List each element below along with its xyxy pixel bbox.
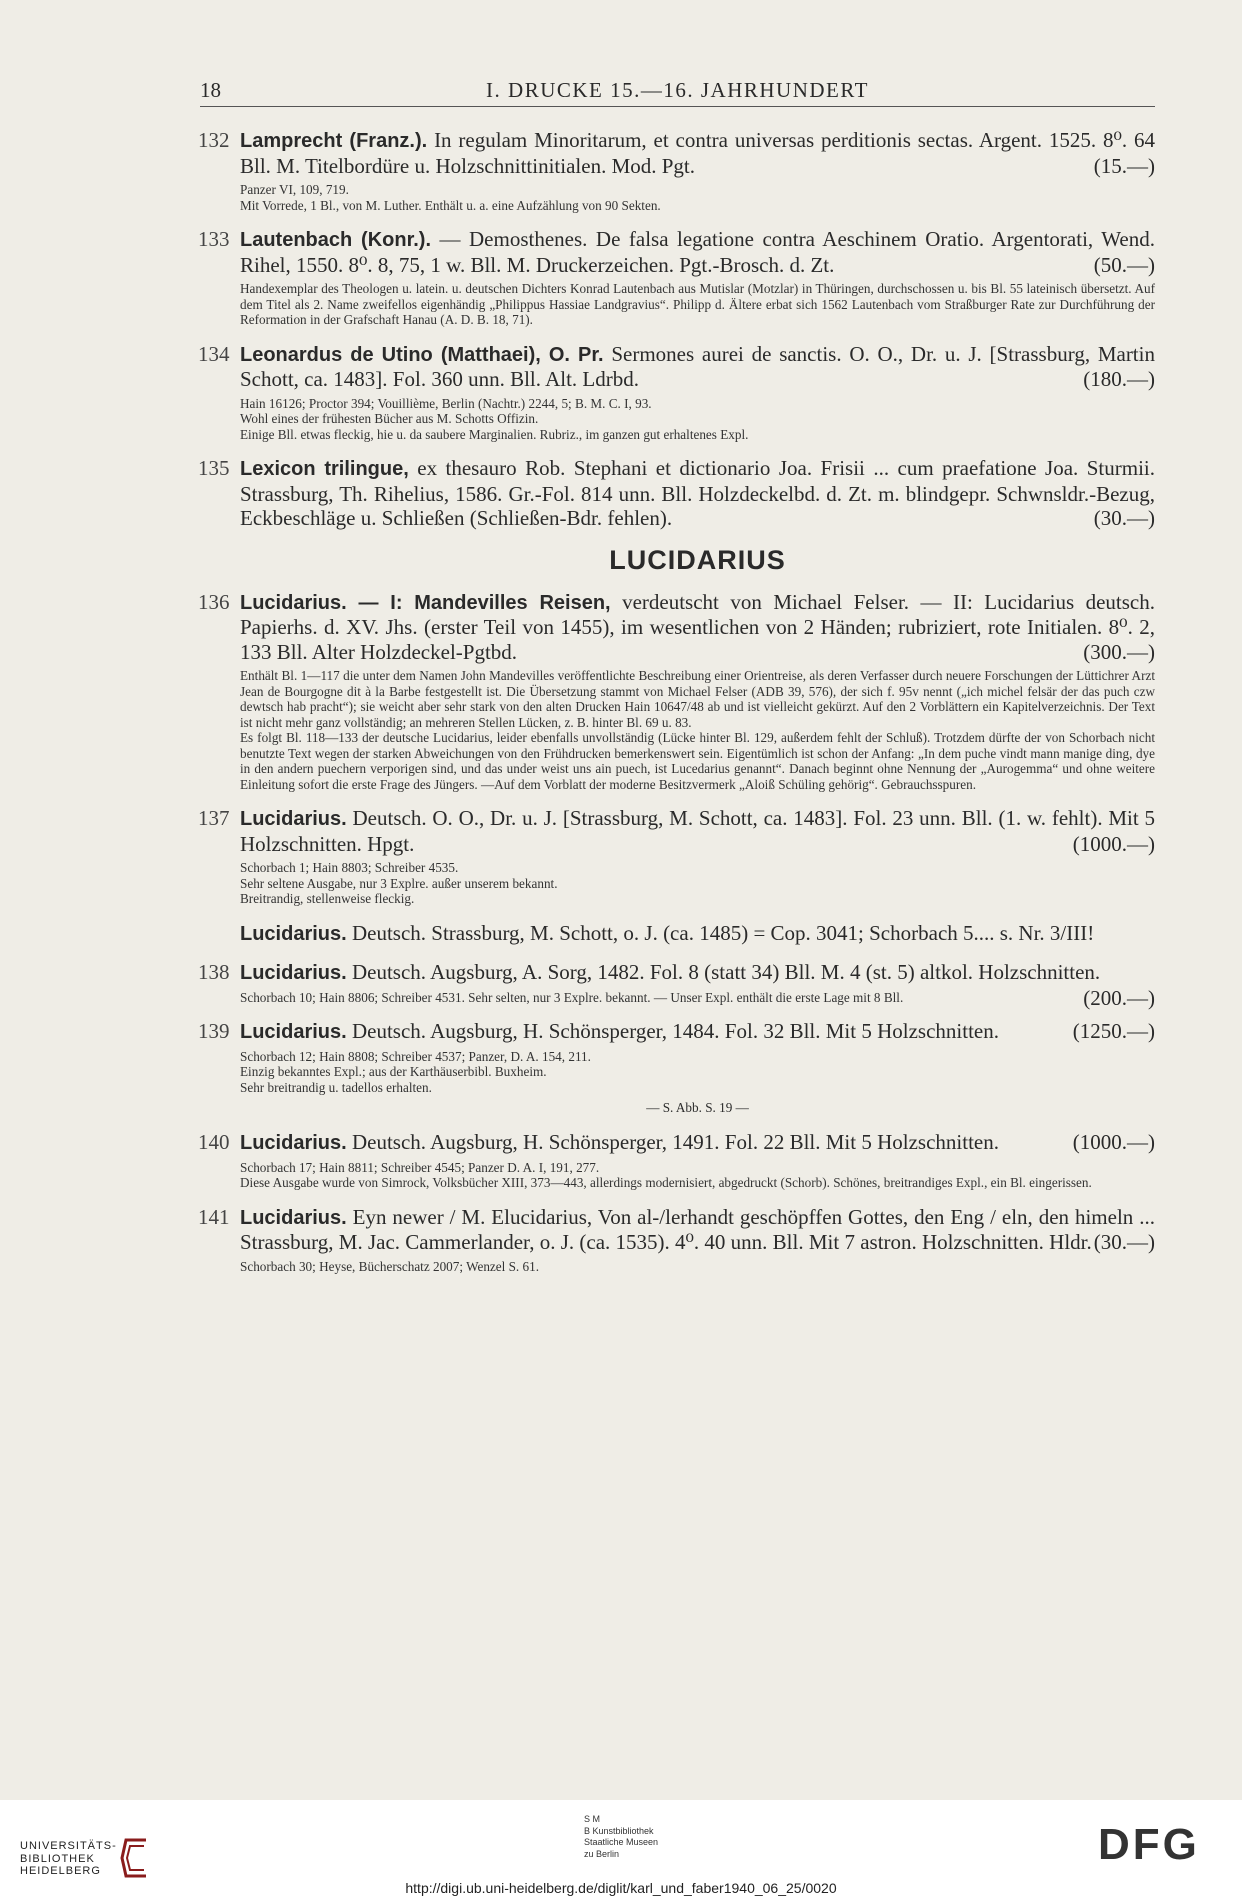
entry-text: Eyn newer / M. Elucidarius, Von al-/lerhandt geschöpffen Gottes, den Eng / eln, den himeln ... Strassburg, M. Jac. Cammerlander, o. J. (ca. 1535). 4⁰. 40 unn. Bll. Mit 7 astron. Holzschnitten. Hldr. [240, 1204, 1155, 1254]
catalog-content [198, 128, 1156, 1288]
kunstbibliothek-logo[interactable]: S M B Kunstbibliothek Staatliche Museen zu Berlin [584, 1814, 659, 1859]
entry-price: (1000.—) [1072, 831, 1155, 856]
page-number: 18 [200, 78, 221, 102]
entry-author: Lucidarius. [240, 1206, 347, 1229]
entry-price: (30.—) [1093, 1230, 1155, 1254]
entry-note: Diese Ausgabe wurde von Simrock, Volksbücher XIII, 373—443, allerdings modernisiert, abgedruckt (Schorb). Schönes, breitrandiges Expl., ein Bl. eingerissen. [240, 1175, 1092, 1190]
entry-price: (1000.—) [1072, 1130, 1155, 1154]
entry-note: Sehr breitrandig u. tadellos erhalten. [240, 1079, 432, 1095]
entry-text: In regulam Minoritarum, et contra universas perditionis sectas. Argent. 1525. 8⁰. 64 Bll. M. Titelbordüre u. Holzschnittinitialen. Mod. Pgt. [240, 128, 1156, 178]
entry-price: (50.—) [1093, 252, 1155, 277]
catalog-entry [240, 921, 1155, 947]
entry-description [240, 227, 1155, 277]
entry-notes [240, 281, 1155, 328]
entry-note: Sehr seltene Ausgabe, nur 3 Explre. außer unserem bekannt. [240, 875, 558, 891]
entry-number: 132 [198, 128, 230, 152]
entry-description [240, 342, 1155, 392]
entry-author: Lucidarius. [240, 1021, 347, 1043]
entry-price: (200.—) [1083, 985, 1155, 1010]
entry-note: Handexemplar des Theologen u. latein. u. deutschen Dichters Konrad Lautenbach aus Mutislar (Motzlar) in Thüringen, durchschossen u. bis Bl. 55 lateinisch übersetzt. Auf dem Titel als 2. Name zweifellos eigenhändig „Philippus Hassiae Landgravius“. Philipp d. Ältere erbat sich 1562 Lautenbach vom Straßburger Rate zur Durchführung der Reformation in der Grafschaft Hanau (A. D. B. 18, 71). [240, 281, 1155, 327]
entry-price: (1250.—) [1072, 1019, 1155, 1043]
entry-notes [240, 990, 1155, 1006]
entry-description [240, 456, 1155, 531]
library-mark-icon [118, 1838, 154, 1878]
entry-price: (30.—) [1093, 506, 1155, 530]
entry-number: 136 [198, 589, 230, 614]
lucidarius-block [198, 589, 1155, 1275]
entry-note: Mit Vorrede, 1 Bl., von M. Luther. Enthält u. a. eine Aufzählung von 90 Sekten. [240, 197, 661, 213]
entry-description [240, 1205, 1155, 1255]
header-title: I. DRUCKE 15.—16. JAHRHUNDERT [486, 78, 869, 102]
entry-number: 140 [198, 1130, 230, 1154]
entry-text: Deutsch. O. O., Dr. u. J. [Strassburg, M. Schott, ca. 1483]. Fol. 23 unn. Bll. (1. w. fehlt). Mit 5 Holzschnitten. Hpgt. [240, 806, 1155, 856]
catalog-entry [198, 128, 1156, 213]
entry-number: 134 [198, 341, 230, 366]
entry-number: 139 [198, 1019, 230, 1043]
entry-text: Deutsch. Augsburg, H. Schönsperger, 1484. Fol. 32 Bll. Mit 5 Holzschnitten. [346, 1019, 999, 1043]
footer [0, 1800, 1242, 1898]
entry-number: 137 [198, 806, 230, 830]
entry-description [240, 1019, 1155, 1045]
catalog-entry [198, 1019, 1155, 1116]
entry-text: Deutsch. Augsburg, A. Sorg, 1482. Fol. 8 (statt 34) Bll. M. 4 (st. 5) altkol. Holzschnitten. [346, 960, 1101, 984]
catalog-entry [198, 960, 1155, 1010]
source-url-link[interactable]: http://digi.ub.uni-heidelberg.de/diglit/karl_und_faber1940_06_25/0020 [405, 1880, 837, 1896]
heidelberg-logo[interactable]: UNIVERSITÄTS- BIBLIOTHEK HEIDELBERG [20, 1840, 117, 1877]
entry-note: Panzer VI, 109, 719. [240, 182, 349, 197]
entry-price: (180.—) [1083, 367, 1155, 391]
entry-text: verdeutscht von Michael Felser. — II: Lucidarius deutsch. Papierhs. d. XV. Jhs. (erster Teil von 1455), im wesentlichen von 2 Händen; rubriziert, rote Initialen. 8⁰. 2, 133 Bll. Alter Holzdeckel-Pgtbd. [240, 589, 1155, 664]
entry-author: Lautenbach (Konr.). [240, 229, 432, 251]
entry-note: Einige Bll. etwas fleckig, hie u. da saubere Marginalien. Rubriz., im ganzen gut erhaltenes Expl. [240, 426, 749, 442]
catalog-entry [198, 227, 1155, 328]
entry-notes [240, 860, 1155, 907]
entry-notes [240, 1049, 1155, 1096]
entry-text: Deutsch. Augsburg, H. Schönsperger, 1491. Fol. 22 Bll. Mit 5 Holzschnitten. [346, 1130, 999, 1154]
entry-price: (300.—) [1083, 639, 1155, 664]
entries-block [198, 128, 1156, 531]
entry-text: Sermones aurei de sanctis. O. O., Dr. u. J. [Strassburg, Martin Schott, ca. 1483]. Fol. 360 unn. Bll. Alt. Ldrbd. [240, 341, 1155, 391]
catalog-entry [198, 589, 1155, 793]
entry-number: 133 [198, 227, 230, 251]
entry-note: Enthält Bl. 1—117 die unter dem Namen John Mandevilles veröffentlichte Beschreibung einer Orientreise, als deren Verfasser durch neuere Forschungen der Lüttichrer Arzt Jean de Bourgogne dit à la Barbe festgestellt ist. Die Übersetzung stammt von Michael Felser (ADB 39, 576), der sich f. 95v nennt („ich michel felsär der das puch czw dewtsch hab pracht“); sie weicht aber sehr stark von den alten Drucken Hain 10647/48 ab und ist vielleicht gekürzt. Auf den 2 Vorblättern ein Kapitelverzeichnis. Der Text ist nicht mehr ganz vollständig; an mehreren Stellen Lücken, z. B. hinter Bl. 69 u. 83. [240, 668, 1155, 730]
entry-note: Schorbach 12; Hain 8808; Schreiber 4537; Panzer, D. A. 154, 211. [240, 1048, 591, 1064]
entry-note: Es folgt Bl. 118—133 der deutsche Lucidarius, leider ebenfalls unvollständig (Lücke hinter Bl. 129, außerdem fehlt der Schluß). Trotzdem dürfte der von Schorbach nicht benutzte Text wegen der starken Abweichungen von den Frühdrucken bemerkenswert sein. Eigentümlich ist schon der Anfang: „In dem puche vindt mann manige ding, dye in den andern puechern verporigen sind, und das under weist uns ain puech, ist Lucedarius genannt“. Danach beginnt ohne Nennung der „Aurogemma“ und ohne weitere Einleitung sofort die erste Frage des Jüngers. —Auf dem Vorblatt der moderne Besitzvermerk „Aloiß Schüling gehörig“. Gebrauchsspuren. [240, 730, 1155, 792]
entry-note: Wohl eines der frühesten Bücher aus M. Schotts Offizin. [240, 411, 539, 426]
entry-note: Einzig bekanntes Expl.; aus der Karthäuserbibl. Buxheim. [240, 1064, 547, 1079]
entry-description [240, 806, 1155, 856]
entry-author: Lucidarius. [240, 962, 347, 984]
entry-author: Leonardus de Utino (Matthaei), O. Pr. [240, 343, 604, 366]
section-heading: LUCIDARIUS [609, 544, 786, 575]
catalog-entry [198, 1204, 1155, 1275]
catalog-entry [198, 806, 1155, 907]
entry-author: Lucidarius. [240, 1132, 347, 1154]
entry-note: Breitrandig, stellenweise fleckig. [240, 891, 415, 906]
entry-note: Schorbach 1; Hain 8803; Schreiber 4535. [240, 860, 459, 875]
entry-description [240, 590, 1155, 665]
catalog-entry [198, 456, 1156, 531]
entry-note: Schorbach 17; Hain 8811; Schreiber 4545; Panzer D. A. I, 191, 277. [240, 1159, 600, 1175]
catalog-entry [198, 341, 1155, 443]
entry-author: Lucidarius. [240, 922, 347, 945]
entry-author: Lamprecht (Franz.). [240, 130, 428, 152]
entry-price: (15.—) [1093, 153, 1155, 178]
entry-author: Lexicon trilingue, [240, 458, 409, 480]
running-header [200, 74, 1155, 107]
entry-text: — Demosthenes. De falsa legatione contra Aeschinem Oratio. Argentorati, Wend. Rihel, 1550. 8⁰. 8, 75, 1 w. Bll. M. Druckerzeichen. Pgt.-Brosch. d. Zt. [240, 227, 1155, 277]
entry-note: Schorbach 30; Heyse, Bücherschatz 2007; Wenzel S. 61. [240, 1258, 539, 1274]
dfg-logo[interactable]: DFG [1098, 1820, 1200, 1869]
entry-text: Deutsch. Strassburg, M. Schott, o. J. (ca. 1485) = Cop. 3041; Schorbach 5.... s. Nr. 3/III! [346, 920, 1095, 945]
entry-author: Lucidarius. [240, 808, 347, 830]
entry-description [240, 1130, 1155, 1156]
entry-notes [240, 668, 1155, 792]
entry-number: 141 [198, 1204, 230, 1229]
entry-author: Lucidarius. — I: Mandevilles Reisen, [240, 591, 611, 614]
entry-notes [240, 1160, 1155, 1191]
entry-notes [240, 1259, 1155, 1275]
entry-text: ex thesauro Rob. Stephani et dictionario Joa. Frisii ... cum praefatione Joa. Sturmii. Strassburg, Th. Rihelius, 1586. Gr.-Fol. 814 unn. Bll. Holzdeckelbd. d. Zt. m. blindgepr. Schwnsldr.-Bezug, Eckbeschläge u. Schließen (Schließen-Bdr. fehlen). [240, 456, 1156, 530]
illustration-reference: — S. Abb. S. 19 — [646, 1100, 749, 1115]
entry-description [240, 128, 1155, 178]
entry-number: 138 [198, 960, 230, 984]
entry-description [240, 921, 1155, 947]
entry-notes [240, 396, 1155, 443]
entry-note: Hain 16126; Proctor 394; Vouillième, Berlin (Nachtr.) 2244, 5; B. M. C. I, 93. [240, 395, 652, 411]
entry-number: 135 [198, 456, 230, 480]
entry-note: Schorbach 10; Hain 8806; Schreiber 4531. Sehr selten, nur 3 Explre. bekannt. — Unser Expl. enthält die erste Lage mit 8 Bll. [240, 989, 904, 1005]
catalog-entry [198, 1130, 1155, 1191]
entry-notes [240, 182, 1155, 213]
